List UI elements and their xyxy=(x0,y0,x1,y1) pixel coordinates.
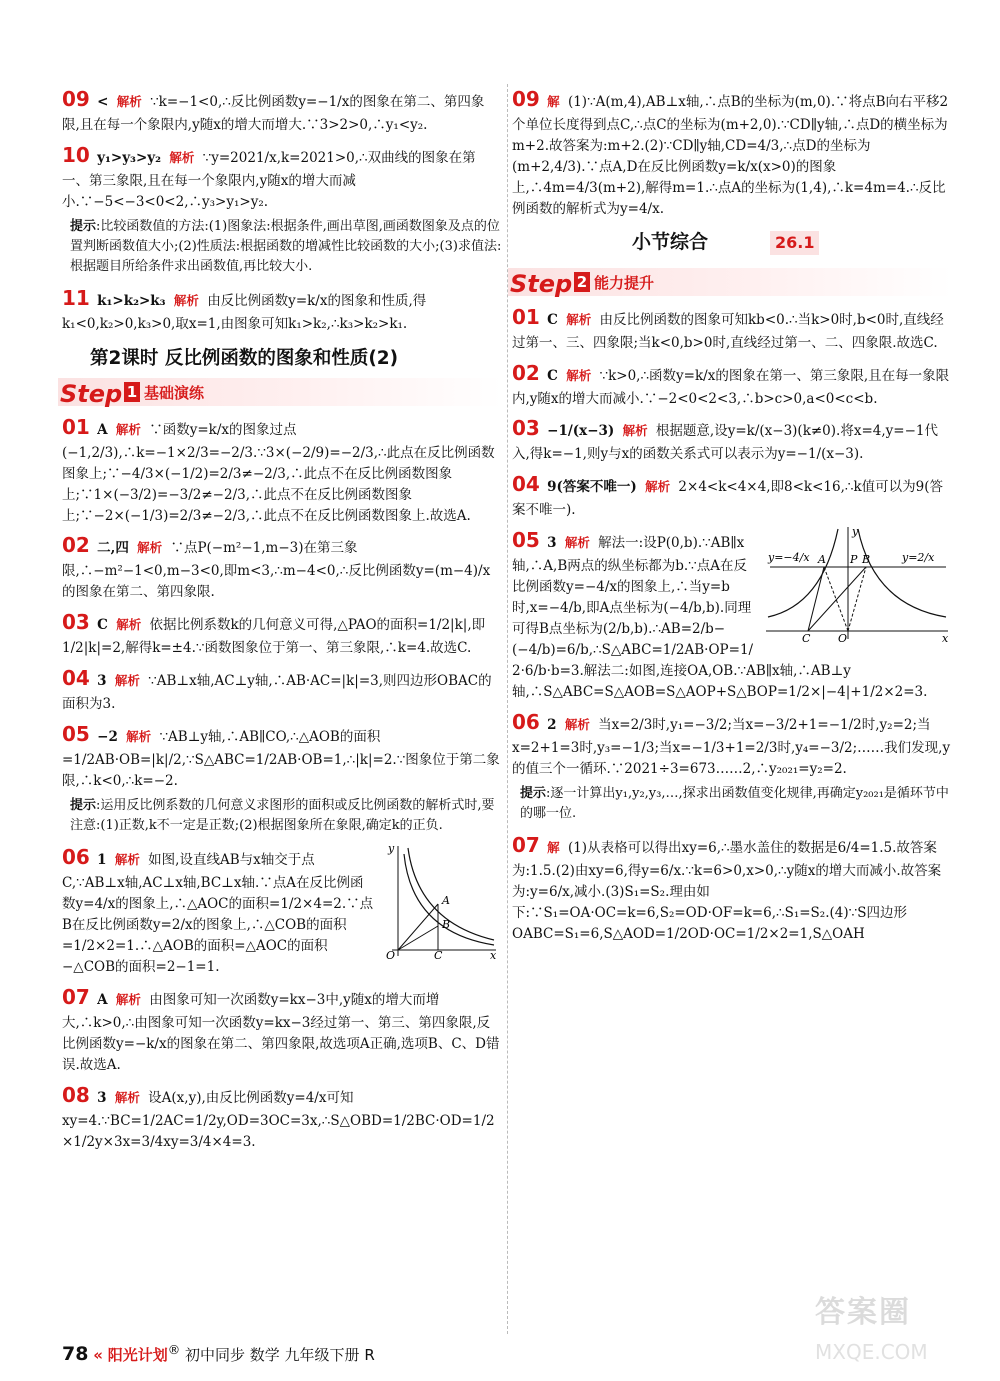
answer-01-right xyxy=(512,302,952,354)
item-answer: 1 xyxy=(97,852,107,869)
item-text: 2×4<k<4×4,即8<k<16,∴k值可以为9(答案不唯一). xyxy=(512,479,943,519)
item-number: 01 xyxy=(62,414,90,439)
item-answer: C xyxy=(547,367,558,384)
answer-08 xyxy=(62,1080,502,1153)
item-answer: −2 xyxy=(97,729,118,746)
item-number: 06 xyxy=(62,845,90,870)
analysis-label: 解析 xyxy=(114,852,140,868)
analysis-label: 解析 xyxy=(126,729,152,745)
item-answer: y₁>y₃>y₂ xyxy=(97,149,162,166)
analysis-label: 解析 xyxy=(115,421,141,437)
item-text: ∵AB⊥y轴,∴AB∥CO,∴△AOB的面积=1/2AB·OB=|k|/2,∵S△ABC=1/2AB·OB=1,∴|k|=2.∵图象位于第二象限,∴k<0,∴k=−2. xyxy=(62,729,500,790)
tip-label: 提示 xyxy=(520,785,547,801)
item-number: 03 xyxy=(62,610,90,635)
item-answer: −1/(x−3) xyxy=(547,423,615,440)
analysis-label: 解析 xyxy=(564,716,590,732)
chevron-left-icon: « xyxy=(93,1346,103,1364)
answer-04-right xyxy=(512,469,952,521)
answer-05-right xyxy=(512,525,952,702)
item-text: 依据比例系数k的几何意义可得,△PAO的面积=1/2|k|,即1/2|k|=2,解得k=±4.∵函数图象位于第一、第三象限,∴k=4.故选C. xyxy=(62,617,486,657)
point-b-label: B xyxy=(442,918,451,932)
item-number: 10 xyxy=(62,142,90,167)
answer-04 xyxy=(62,663,502,715)
item-text: ∵AB⊥x轴,AC⊥y轴,∴AB·AC=|k|=3,则四边形OBAC的面积为3. xyxy=(62,673,492,713)
item-answer: 3 xyxy=(97,1089,107,1106)
answer-02 xyxy=(62,530,502,603)
answer-06-right xyxy=(512,707,952,780)
item-number: 05 xyxy=(512,528,540,553)
item-text: ∵点P(−m²−1,m−3)在第三象限,∴−m²−1<0,m−3<0,即m<3,∴m−4<0,∴反比例函数y=(m−4)/x的图象在第二、第四象限. xyxy=(62,540,491,601)
step-number: 2 xyxy=(574,272,590,292)
analysis-label: 解析 xyxy=(622,423,648,439)
section-header xyxy=(512,228,952,262)
axis-y-label: y xyxy=(388,842,395,856)
tip-label: 提示 xyxy=(70,798,97,813)
analysis-label: 解析 xyxy=(115,991,141,1007)
axis-x-label: x xyxy=(490,949,497,961)
answer-01 xyxy=(62,412,502,527)
origin-label: O xyxy=(838,632,848,644)
item-text: ∵y=2021/x,k=2021>0,∴双曲线的图象在第一、第三象限,且在每一个象限内,y随x的增大而减小.∵−5<−3<0<2,∴y₃>y₁>y₂. xyxy=(62,149,476,210)
item-text: 由反比例函数的图象可知kb<0.∴当k>0时,b<0时,直线经过第一、三、四象限;当k<0,b>0时,直线经过第一、二、四象限.故选C. xyxy=(512,311,944,351)
right-equation-label: y=2/x xyxy=(902,551,935,565)
answer-03 xyxy=(62,607,502,659)
point-b-label: B xyxy=(862,553,871,567)
origin-label: O xyxy=(386,949,396,961)
item-number: 11 xyxy=(62,286,90,311)
step-number: 1 xyxy=(124,382,140,402)
answer-03-right xyxy=(512,413,952,465)
watermark-text: 答案圈 xyxy=(815,1295,911,1330)
item-text: 当x=2/3时,y₁=−3/2;当x=−3/2+1=−1/2时,y₂=2;当x=2+1=3时,y₃=−1/3;当x=−1/3+1=2/3时,y₄=−3/2;……我们发现,y的值三个一循环.∵2021÷3=673……2,∴y₂₀₂₁=y₂=2. xyxy=(512,716,951,777)
analysis-label: 解析 xyxy=(137,540,163,556)
analysis-label: 解 xyxy=(547,839,560,855)
item-answer: A xyxy=(97,991,108,1008)
item-number: 04 xyxy=(512,472,540,497)
answer-07 xyxy=(62,982,502,1076)
page-footer xyxy=(62,1340,375,1369)
item-answer: 3 xyxy=(547,535,557,552)
point-c-label: C xyxy=(802,632,811,644)
right-column xyxy=(512,84,952,949)
tip-block: 提示:比较函数值的方法:(1)图象法:根据条件,画出草图,画函数图象及点的位置判断函数值大小;(2)性质法:根据函数的增减性比较函数的大小;(3)求值法:根据题目所给条件求出函数值,再比较大小. xyxy=(70,218,502,275)
analysis-label: 解析 xyxy=(645,479,671,495)
item-number: 06 xyxy=(512,709,540,734)
answer-09 xyxy=(62,84,502,136)
tip-text: 比较函数值的方法:(1)图象法:根据条件,画出草图,画函数图象及点的位置判断函数值大小;(2)性质法:根据函数的增减性比较函数的大小;(3)求值法:根据题目所给条件求出函数值,再比较大小. xyxy=(70,218,502,275)
item-text: (1)从表格可以得出xy=6,∴墨水盖住的数据是6/4=1.5.故答案为:1.5.(2)由xy=6,得y=6/x.∵k=6>0,x>0,∴y随x的增大而减小.故答案为:y=6/x,减小.(3)S₁=S₂.理由如下:∵S₁=OA·OC=k=6,S₂=OD·OF=k=6,∴S₁=S₂.(4)∵S四边形OABC=S₁=6,S△AOD=1/2OD·OC=1/2×2=1,S△OAH xyxy=(512,839,942,942)
answer-05 xyxy=(62,719,502,792)
item-text: 解法一:设P(0,b).∵AB∥x轴,∴A,B两点的纵坐标都为b.∵点A在反比例函数y=−4/x的图象上,∴当y=b时,x=−4/b,即A点坐标为(−4/b,b).同理可得B点坐标为(2/b,b).∴AB=2/b−(−4/b)=6/b,∴S△ABC=1/2AB·OP=1/2·6/b·b=3.解法二:如图,连接OA,OB.∵AB∥x轴,∴AB⊥y轴,∴S△ABC=S△AOB=S△AOP+S△BOP=1/2×|−4|+1/2×2=3. xyxy=(512,535,928,700)
point-a-label: A xyxy=(442,894,450,908)
answer-11 xyxy=(62,283,502,335)
item-number: 02 xyxy=(512,360,540,385)
section-title: 小节综合 xyxy=(632,230,709,253)
axis-y-label: y xyxy=(852,525,859,539)
analysis-label: 解析 xyxy=(566,311,592,327)
step-banner xyxy=(508,268,952,296)
item-answer: C xyxy=(97,617,108,634)
item-number: 08 xyxy=(62,1082,90,1107)
item-number: 09 xyxy=(62,87,90,111)
item-number: 07 xyxy=(512,832,540,857)
analysis-label: 解 xyxy=(547,94,560,109)
item-text: 设A(x,y),由反比例函数y=4/x可知xy=4.∵BC=1/2AC=1/2y,OD=3OC=3x,∴S△OBD=1/2BC·OD=1/2×1/2y×3x=3/4xy=3/4×4=3. xyxy=(62,1089,495,1150)
step-banner xyxy=(58,378,502,406)
item-text: ∵k>0,∴函数y=k/x的图象在第一、第三象限,且在每一象限内,y随x的增大而减小.∵−2<0<2<3,∴b>c>0,a<0<c<b. xyxy=(512,367,950,407)
item-number: 02 xyxy=(62,533,90,558)
watermark-logo xyxy=(815,1290,975,1370)
item-text: 由反比例函数y=k/x的图象和性质,得k₁<0,k₂>0,k₃>0,取x=1,由图象可知k₁>k₂,∴k₃>k₂>k₁. xyxy=(62,293,427,333)
analysis-label: 解析 xyxy=(566,367,592,383)
tip-block: 提示:运用反比例系数的几何意义求图形的面积或反比例函数的解析式时,要注意:(1)正数,k不一定是正数;(2)根据图象所在象限,确定k的正负. xyxy=(70,798,495,834)
answer-02-right xyxy=(512,358,952,410)
item-answer: 3 xyxy=(97,673,107,690)
answer-06 xyxy=(62,842,502,978)
tip-text: 逐一计算出y₁,y₂,y₃,…,探求出函数值变化规律,再确定y₂₀₂₁是循环节中的哪一位. xyxy=(520,785,949,821)
tip-text: 运用反比例系数的几何意义求图形的面积或反比例函数的解析式时,要注意:(1)正数,k不一定是正数;(2)根据图象所在象限,确定k的正负. xyxy=(70,798,495,834)
axis-x-label: x xyxy=(942,632,949,644)
step-label: 基础演练 xyxy=(144,383,205,402)
item-answer: 9(答案不唯一) xyxy=(547,479,637,496)
answer-09-right xyxy=(512,84,952,220)
analysis-label: 解析 xyxy=(116,617,142,633)
item-text: (1)∵A(m,4),AB⊥x轴,∴点B的坐标为(m,0).∵将点B向右平移2个单位长度得到点C,∴点C的坐标为(m+2,0).∵CD∥y轴,∴点D的横坐标为m+2.故答案为:m+2.(2)∵CD∥y轴,CD=4/3,∴点D的坐标为(m+2,4/3).∵点A,D在反比例函数y=k/x(x>0)的图象上,∴4m=4/3(m+2),解得m=1.∴点A的坐标为(1,4),∴k=4m=4.∴反比例函数的解析式为y=4/x. xyxy=(512,94,949,217)
left-equation-label: y=−4/x xyxy=(768,551,810,565)
analysis-label: 解析 xyxy=(169,149,195,165)
watermark-url: MXQE.COM xyxy=(815,1339,928,1364)
step-label: 能力提升 xyxy=(594,273,655,292)
two-hyperbola-figure xyxy=(762,525,952,643)
analysis-label: 解析 xyxy=(116,94,142,109)
item-number: 03 xyxy=(512,416,540,441)
answer-07-right xyxy=(512,830,952,945)
item-number: 09 xyxy=(512,87,540,111)
analysis-label: 解析 xyxy=(173,293,199,309)
item-answer: < xyxy=(97,94,109,110)
item-text: ∵函数y=k/x的图象过点(−1,2/3),∴k=−1×2/3=−2/3.∵3×(−2/9)=−2/3,∴此点在反比例函数图象上;∵−4/3×(−1/2)=2/3≠−2/3,∴此点不在反比例函数图象上;∵1×(−3/2)=−3/2≠−2/3,∴此点不在反比例函数图象上;∵−2×(−1/3)=2/3≠−2/3,∴此点不在反比例函数图象上.故选A. xyxy=(62,421,495,524)
analysis-label: 解析 xyxy=(564,535,590,551)
item-answer: 二,四 xyxy=(97,540,129,557)
item-answer: A xyxy=(97,421,108,438)
point-a-label: A xyxy=(818,553,826,567)
point-p-label: P xyxy=(850,553,858,567)
item-text: 如图,设直线AB与x轴交于点C,∵AB⊥x轴,AC⊥x轴,BC⊥x轴.∵点A在反比例函数y=4/x的图象上,∴△AOC的面积=1/2×4=2.∵点B在反比例函数y=2/x的图象上,∴△COB的面积=1/2×2=1.∴△AOB的面积=△AOC的面积−△COB的面积=2−1=1. xyxy=(62,852,374,975)
item-answer: k₁>k₂>k₃ xyxy=(97,293,166,310)
item-number: 01 xyxy=(512,304,540,329)
item-answer: C xyxy=(547,311,558,328)
analysis-label: 解析 xyxy=(114,673,140,689)
tip-block: 提示:逐一计算出y₁,y₂,y₃,…,探求出函数值变化规律,再确定y₂₀₂₁是循环节中的哪一位. xyxy=(520,785,949,821)
section-badge: 26.1 xyxy=(770,231,819,256)
point-c-label: C xyxy=(434,949,443,961)
left-column xyxy=(62,84,502,1157)
lesson-title: 第2课时 反比例函数的图象和性质(2) xyxy=(90,348,399,370)
page-number: 78 xyxy=(62,1343,89,1365)
analysis-label: 解析 xyxy=(114,1089,140,1105)
step-word: Step xyxy=(60,379,123,408)
item-number: 05 xyxy=(62,722,90,747)
item-number: 04 xyxy=(62,666,90,691)
item-number: 07 xyxy=(62,984,90,1009)
item-text: 根据题意,设y=k/(x−3)(k≠0).将x=4,y=−1代入,得k=−1,则y与x的函数关系式可以表示为y=−1/(x−3). xyxy=(512,423,938,463)
hyperbola-figure xyxy=(384,842,502,960)
registered-icon: ® xyxy=(167,1342,181,1357)
item-text: 由图象可知一次函数y=kx−3中,y随x的增大而增大,∴k>0,∴由图象可知一次函数y=kx−3经过第一、第三、第四象限,反比例函数y=−k/x的图象在第二、第四象限,故选项A正确,选项B、C、D错误.故选A. xyxy=(62,991,500,1073)
book-info: 初中同步 数学 九年级下册 R xyxy=(185,1346,375,1364)
item-text: ∵k=−1<0,∴反比例函数y=−1/x的图象在第二、第四象限,且在每一个象限内,y随x的增大而增大.∵3>2>0,∴y₁<y₂. xyxy=(62,94,485,133)
answer-10 xyxy=(62,140,502,213)
brand-name: 阳光计划 xyxy=(107,1346,168,1364)
tip-label: 提示 xyxy=(70,218,97,234)
item-answer: 2 xyxy=(547,716,557,733)
step-word: Step xyxy=(510,269,573,298)
